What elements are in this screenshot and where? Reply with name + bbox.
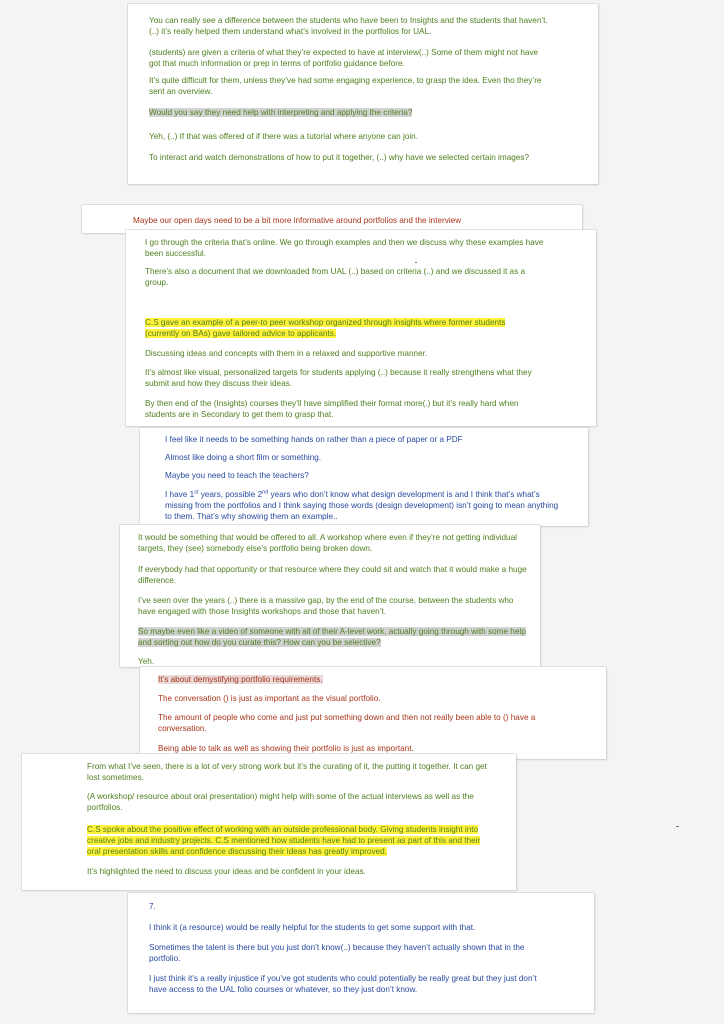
question-number: 7.	[149, 902, 156, 911]
transcript-line: Almost like doing a short film or something.	[165, 453, 322, 462]
transcript-line: I think it (a resource) would be really helpful for the students to get some support with that.	[149, 923, 476, 932]
pink-highlight: It’s about demystifying portfolio requirements.	[158, 675, 323, 684]
transcript-line: Sometimes the talent is there but you just don’t know(..) because they haven’t actually shown that in the portfolio.	[149, 943, 525, 963]
transcript-line: Yeh, (..) If that was offered of if there was a tutorial where anyone can join.	[149, 132, 418, 141]
yellow-highlight: C.S spoke about the positive effect of working with an outside professional body. Giving students insight into creative jobs and industry projects. C.S mentioned how students have had to present as part of this and their oral presentation skills and confidence discussing their ideas has greatly improved.	[87, 825, 481, 856]
transcript-line: The conversation () is just as important as the visual portfolio.	[158, 694, 381, 703]
transcript-line: I have 1st years, possible 2nd years who don’t know what design development is and I think that’s what’s missing from the portfolios and I think saying those words (design development) isn’t going to mean anything to them. That’s why showing them an example..	[165, 489, 559, 521]
transcript-line: If everybody had that opportunity or that resource where they could sit and watch that it would make a huge difference.	[138, 565, 527, 585]
transcript-line: It would be something that would be offered to all. A workshop where even if they’re not getting individual targets, they (see) somebody else’s portfolio being broken down.	[138, 533, 517, 553]
transcript-line: By then end of the (Insights) courses they’ll have simplified their format more(.) but it’s really hard when students are in Secondary to get them to grasp that.	[145, 399, 519, 419]
transcript-line: I just think it’s a really injustice if you’ve got students who could potentially be really great but they just don’t have access to the UAL folio courses or whatever, so they just don’t know.	[149, 974, 537, 994]
transcript-line: Being able to talk as well as showing their portfolio is just as important.	[158, 744, 414, 753]
summary-line	[87, 824, 482, 857]
transcript-line: From what I’ve seen, there is a lot of very strong work but it’s the curating of it, the putting it together. It can get lost sometimes.	[87, 762, 487, 782]
transcript-line: It’s almost like visual, personalized targets for students applying (..) because it really strengthens what they submit and how they discuss their ideas.	[145, 368, 532, 388]
question-line	[138, 626, 533, 648]
transcript-line: To interact and watch demonstrations of how to put it together, (..) why have we selected certain images?	[149, 153, 530, 162]
summary-line	[158, 674, 558, 685]
gray-highlight: So maybe even like a video of someone with all of their A-level work, actually going through with some help and sorting out how do you curate this? How can you be selective?	[138, 627, 526, 647]
transcript-line: Maybe you need to teach the teachers?	[165, 471, 309, 480]
transcript-line: Maybe our open days need to be a bit more informative around portfolios and the interview	[133, 216, 462, 225]
transcript-line: (students) are given a criteria of what they’re expected to have at interview(..) Some of them might not have got that much information or prep in terms of portfolio guidance before.	[149, 48, 539, 68]
transcript-line: I’ve seen over the years (..) there is a massive gap, by the end of the course, between the students who have engaged with those Insights workshops and those that haven’t.	[138, 596, 514, 616]
scan-speck	[676, 826, 679, 827]
transcript-line: You can really see a difference between the students who have been to Insights and the students that haven’t. (..) it’s really helped them understand what’s involved in the portfolios for UAL.	[149, 16, 548, 36]
scan-speck	[415, 262, 417, 263]
summary-line	[145, 317, 530, 339]
gray-highlight: Would you say they need help with interpreting and applying the criteria?	[149, 108, 413, 117]
transcript-line: It’s highlighted the need to discuss your ideas and be confident in your ideas.	[87, 867, 366, 876]
transcript-line: Yeh.	[138, 657, 155, 666]
transcript-line: (A workshop/ resource about oral presentation) might help with some of the actual interviews as well as the portfolios.	[87, 792, 474, 812]
transcript-line: I feel like it needs to be something hands on rather than a piece of paper or a PDF	[165, 435, 463, 444]
transcript-line: Discussing ideas and concepts with them in a relaxed and supportive manner.	[145, 349, 428, 358]
transcript-line: I go through the criteria that’s online. We go through examples and then we discuss why these examples have been successful.	[145, 238, 544, 258]
yellow-highlight: C.S gave an example of a peer-to peer workshop organized through insights where former students (currently on BAs) gave tailored advice to applicants.	[145, 318, 506, 338]
transcript-line: The amount of people who come and just put something down and then not really been able to () have a conversation.	[158, 713, 536, 733]
question-line	[149, 107, 549, 118]
transcript-line: There’s also a document that we downloaded from UAL (..) based on criteria (..) and we discussed it as a group.	[145, 267, 525, 287]
transcript-line: It’s quite difficult for them, unless they’ve had some engaging experience, to grasp the idea. Even tho they’re sent an overview.	[149, 76, 542, 96]
